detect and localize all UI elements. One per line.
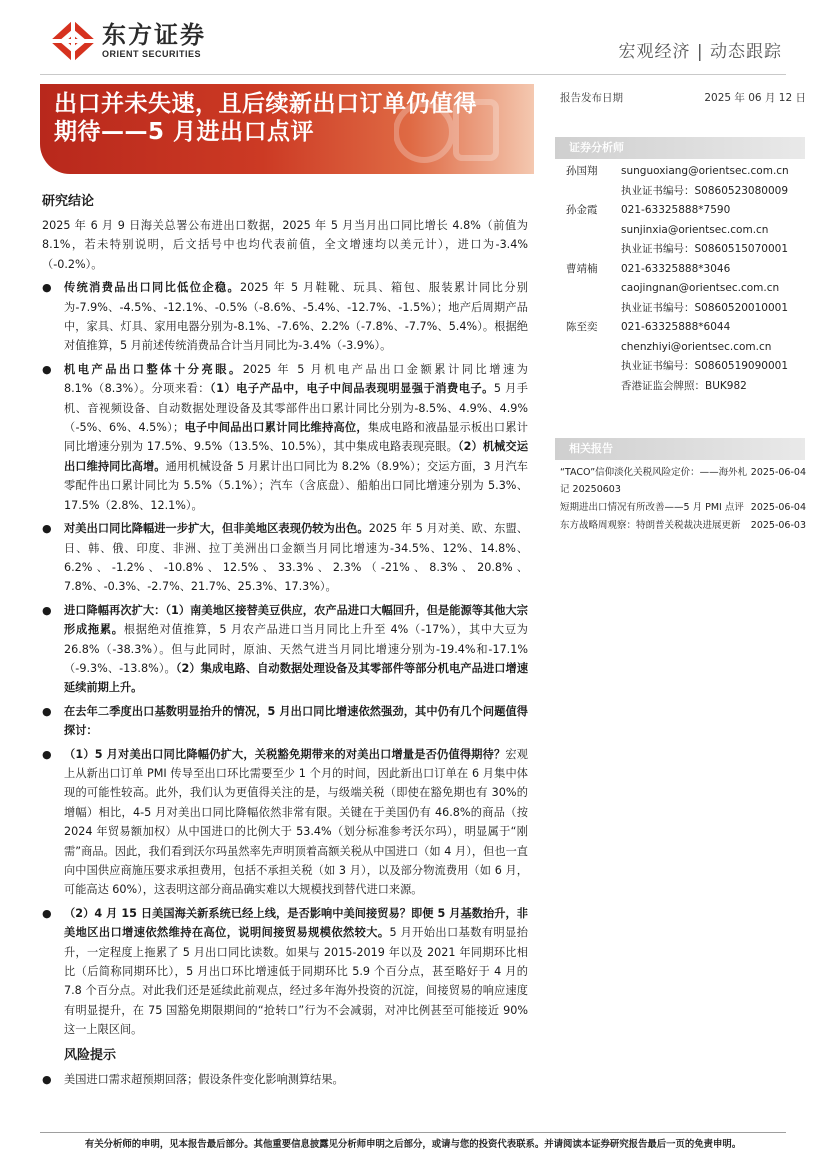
analyst-email[interactable]: chenzhiyi@orientsec.com.cn bbox=[621, 340, 772, 353]
logo-cn: 东方证券 bbox=[102, 21, 206, 49]
related-report-date: 2025-06-04 bbox=[750, 467, 806, 478]
bullet-dot-icon: ● bbox=[42, 362, 52, 376]
related-report-title[interactable]: 东方战略周观察：特朗普关税裁决进展更新 bbox=[560, 520, 741, 531]
related-report-title[interactable]: 短期进出口情况有所改善——5 月 PMI 点评 bbox=[560, 502, 744, 513]
analyst-entry bbox=[566, 162, 806, 201]
analyst-entry bbox=[566, 318, 806, 377]
intro-paragraph: 2025 年 6 月 9 日海关总署公布进出口数据，2025 年 5 月当月出口同比增长 4.8%（前值为 8.1%，若未特别说明，后文括号中也均代表前值，全文增速均以美元计），进口为-3.4%（-0.2%）。 bbox=[42, 219, 528, 271]
header-divider bbox=[40, 74, 786, 75]
bullet-dot-icon: ● bbox=[42, 603, 52, 617]
analysts-heading: 证券分析师 bbox=[555, 137, 805, 159]
related-report[interactable] bbox=[560, 517, 806, 534]
bullet-item: ● 机电产品出口整体十分亮眼。2025 年 5 月机电产品出口金额累计同比增速为 8.1%（8.3%）。分项来看：（1）电子产品中，电子中间品表现明显强于消费电子。5 月手机、音视频设备、自动数据处理设备及其零部件出口累计同比分别为-8.5%、4.9%、4.9%（-5%、6%、4.5%）；电子中间品出口累计同比维持高位，集成电路和液晶显示板出口累计同比增速分别为 17.5%、9.5%（13.5%、10.5%），其中集成电路表现亮眼。（2）机械交运出口维持同比高增。通用机械设备 5 月累计出口同比为 8.2%（8.9%）；交运方面，3 月汽车零配件出口累计同比为 5.5%（5.1%）；汽车（含底盘）、船舶出口同比增速分别为 5.3%、17.5%（2.8%、12.1%）。 bbox=[42, 360, 528, 515]
bullet-item: ● 在去年二季度出口基数明显抬升的情况，5 月出口同比增速依然强劲，其中仍有几个问题值得探讨： bbox=[42, 702, 528, 741]
title-banner bbox=[40, 84, 534, 174]
bullet-item: ● （1）5 月对美出口同比降幅仍扩大，关税豁免期带来的对美出口增量是否仍值得期待？宏观上从新出口订单 PMI 传导至出口环比需要至少 1 个月的时间，因此新出口订单在 6 月集中体现的可能性较高。此外，我们认为更值得关注的是，与级端关税（即使在豁免期也有 30%的增幅）相比，4-5 月对美出口同比降幅依然非常有限。关键在于美国仍有 46.8%的商品（按 2024 年贸易额加权）从中国进口的比例大于 53.4%（划分标准参考沃尔玛），明显属于“刚需”商品。因此，我们看到沃尔玛虽然率先声明顶着高额关税从中国进口（如 4 月），但也一直向中国供应商施压要求承担费用，包括不承担关税（如 3 月），以及部分物流费用（如 6 月，可能高达 60%），这表明这部分商品确实难以大规模找到替代进口来源。 bbox=[42, 745, 528, 900]
report-title-line2: 期待——5 月进出口点评 bbox=[54, 119, 315, 145]
page-header bbox=[0, 0, 826, 90]
analyst-entry bbox=[566, 260, 806, 319]
main-content bbox=[42, 192, 528, 1089]
risk-title: 风险提示 bbox=[64, 1047, 117, 1063]
analyst-email[interactable]: caojingnan@orientsec.com.cn bbox=[621, 282, 780, 294]
bullet-dot-icon: ● bbox=[42, 1072, 52, 1086]
footer-divider bbox=[40, 1132, 786, 1133]
analyst-entry bbox=[566, 201, 806, 260]
company-logo bbox=[50, 20, 206, 62]
analyst-name: 孙国翔 bbox=[566, 165, 598, 177]
bullet-item: ● 进口降幅再次扩大：（1）南美地区接替美豆供应，农产品进口大幅回升，但是能源等其他大宗形成拖累。根据绝对值推算，5 月农产品进口当月同比上升至 4%（-17%），其中大豆为 26.8%（-38.3%）。但与此同时，原油、天然气进当月同比增速分别为-19.4%和-17.1%（-9.3%、-13.8%）。（2）集成电路、自动数据处理设备及其零部件等部分机电产品进口增速延续前期上升。 bbox=[42, 601, 528, 698]
analyst-phone: 021-63325888*7590 bbox=[621, 204, 731, 216]
bullet-dot-icon: ● bbox=[42, 704, 52, 718]
analyst-name: 孙金霞 bbox=[566, 204, 598, 216]
report-title-line1: 出口并未失速，且后续新出口订单仍值得 bbox=[54, 91, 477, 117]
analyst-phone: 021-63325888*3046 bbox=[621, 262, 731, 275]
analyst-email[interactable]: sunjinxia@orientsec.com.cn bbox=[621, 223, 769, 236]
section-title: 研究结论 bbox=[42, 194, 95, 209]
analyst-license: 执业证书编号：S0860520010001 bbox=[621, 301, 789, 314]
risk-item: ● 美国进口需求超预期回落；假设条件变化影响测算结果。 bbox=[42, 1070, 528, 1089]
bullet-item: ● （2）4 月 15 日美国海关新系统已经上线，是否影响中美间接贸易？即便 5 月基数抬升，非美地区出口增速依然维持在高位，说明间接贸易规模依然较大。5 月开始出口基数有明显抬升，一定程度上拖累了 5 月出口同比读数。如果与 2015-2019 年以及 2021 年同期环比相比（后简称同期环比），5 月出口环比增速低于同期环比 5.9 个百分点，甚至略好于 4 月的 7.8 个百分点。对此我们还是延续此前观点，经过多年海外投资的沉淀，间接贸易的响应速度有明显提升，在 75 国豁免期限期间的“抢转口”行为不会减弱，对冲比例甚至可能接近 90%这一上限区间。 bbox=[42, 904, 528, 1040]
analyst-license: 执业证书编号：S0860519090001 bbox=[621, 360, 789, 372]
related-report-list bbox=[560, 464, 806, 535]
report-title bbox=[54, 90, 477, 146]
footer-disclaimer: 有关分析师的申明，见本报告最后部分。其他重要信息披露见分析师申明之后部分，或请与您的投资代表联系。并请阅读本证券研究报告最后一页的免责申明。 bbox=[84, 1139, 742, 1150]
bullet-item: ● 对美出口同比降幅进一步扩大，但非美地区表现仍较为出色。2025 年 5 月对美、欧、东盟、日、韩、俄、印度、非洲、拉丁美洲出口金额当月同比增速为-34.5%、12%、14.8%、6.2%、-1.2%、-10.8%、12.5%、33.3%、2.3%（-21%、8.3%、20.8%、7.8%、-0.3%、-2.7%、21.7%、25.3%、17.3%）。 bbox=[42, 519, 528, 597]
related-report[interactable] bbox=[560, 464, 806, 498]
related-report[interactable] bbox=[560, 499, 806, 516]
analyst-name: 陈至奕 bbox=[566, 321, 598, 333]
related-report-title[interactable]: “TACO”信仰淡化关税风险定价：——海外札记 20250603 bbox=[560, 467, 748, 495]
bullet-dot-icon: ● bbox=[42, 522, 52, 536]
related-report-date: 2025-06-03 bbox=[750, 520, 806, 531]
analyst-list bbox=[566, 162, 806, 396]
bullet-item: ● 传统消费品出口同比低位企稳。2025 年 5 月鞋靴、玩具、箱包、服装累计同比分别为-7.9%、-4.5%、-12.1%、-0.5%（-8.6%、-5.4%、-12.7%、-1.5%）；地产后周期产品中，家具、灯具、家用电器分别为-8.1%、-7.6%、2.2%（-7.8%、-7.7%、5.4%）。根据绝对值推算，5 月前述传统消费品合计当月同比为-3.4%（-3.9%）。 bbox=[42, 278, 528, 356]
bullet-dot-icon: ● bbox=[42, 281, 52, 295]
bullet-dot-icon: ● bbox=[42, 906, 52, 920]
related-heading: 相关报告 bbox=[555, 438, 805, 460]
analyst-email[interactable]: sunguoxiang@orientsec.com.cn bbox=[621, 165, 789, 177]
release-date: 2025 年 06 月 12 日 bbox=[704, 92, 806, 104]
analyst-license: 执业证书编号：S0860515070001 bbox=[621, 243, 789, 255]
related-report-date: 2025-06-04 bbox=[750, 502, 806, 513]
hk-license: 香港证监会牌照：BUK982 bbox=[621, 379, 747, 392]
bullet-dot-icon: ● bbox=[42, 747, 52, 761]
release-label: 报告发布日期 bbox=[560, 92, 623, 104]
report-category: 宏观经济 | 动态跟踪 bbox=[618, 42, 782, 62]
logo-en: ORIENT SECURITIES bbox=[102, 49, 202, 59]
analyst-license: 执业证书编号：S0860523080009 bbox=[621, 184, 789, 197]
orient-logo-icon bbox=[50, 20, 96, 62]
analyst-phone: 021-63325888*6044 bbox=[621, 321, 731, 333]
analyst-name: 曹靖楠 bbox=[566, 262, 598, 275]
